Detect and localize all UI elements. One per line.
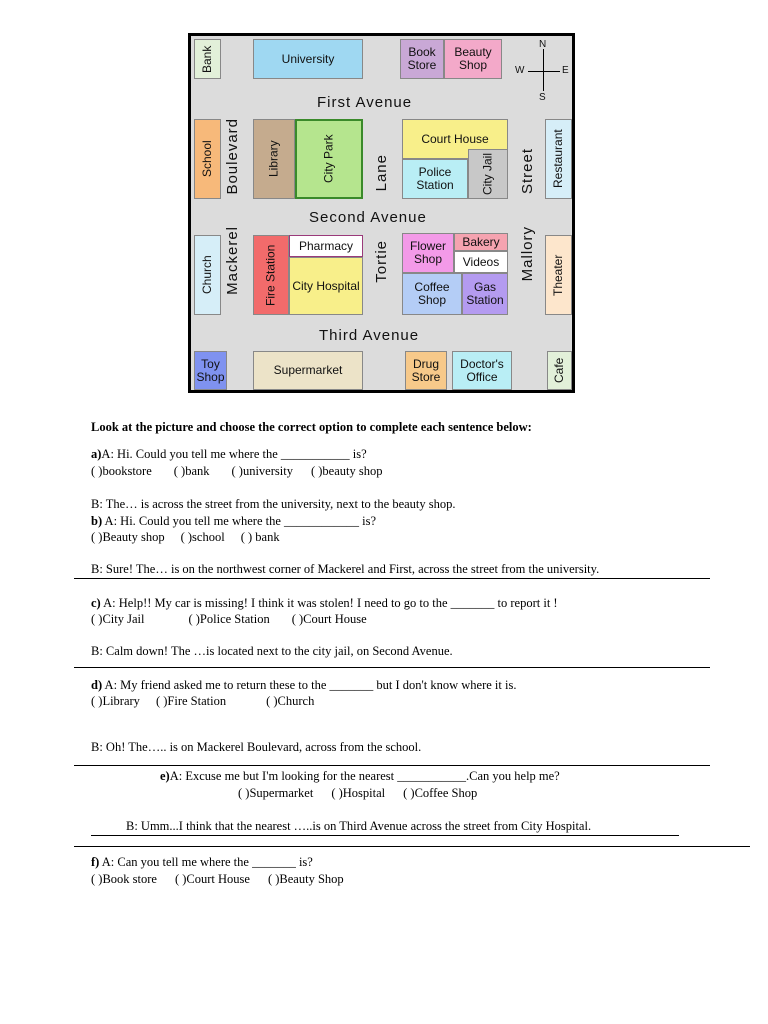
question-f-options bbox=[91, 872, 344, 887]
question-d-prompt: d) A: My friend asked me to return these to the _______ but I don't know where it is. bbox=[91, 678, 517, 692]
building-pharmacy: Pharmacy bbox=[289, 235, 363, 257]
building-church: Church bbox=[194, 235, 221, 315]
street-mackerel: Mackerel bbox=[224, 226, 241, 295]
compass-e: E bbox=[562, 65, 569, 76]
question-c-answer: B: Calm down! The …is located next to the city jail, on Second Avenue. bbox=[91, 644, 453, 658]
option[interactable]: ( )City Jail bbox=[91, 612, 145, 626]
building-drug-store: Drug Store bbox=[405, 351, 447, 390]
divider bbox=[91, 835, 679, 836]
question-d-answer: B: Oh! The….. is on Mackerel Boulevard, across from the school. bbox=[91, 740, 422, 754]
building-school: School bbox=[194, 119, 221, 199]
question-e-answer: B: Umm...I think that the nearest …..is on Third Avenue across the street from City Hospital. bbox=[126, 819, 592, 833]
compass-s: S bbox=[539, 92, 546, 103]
divider bbox=[74, 578, 710, 579]
question-b-options bbox=[91, 530, 280, 545]
option[interactable]: ( )Beauty Shop bbox=[267, 872, 344, 886]
option[interactable]: ( )Fire Station bbox=[155, 694, 227, 708]
option[interactable]: ( )Book store bbox=[91, 872, 157, 886]
building-toy-shop: Toy Shop bbox=[194, 351, 227, 390]
option[interactable]: ( ) bank bbox=[240, 530, 280, 544]
question-e-prompt: e)A: Excuse me but I'm looking for the nearest ___________.Can you help me? bbox=[160, 769, 560, 783]
option[interactable]: ( )Police Station bbox=[188, 612, 270, 626]
question-d-options bbox=[91, 694, 314, 709]
option[interactable]: ( )Court House bbox=[174, 872, 250, 886]
building-library: Library bbox=[253, 119, 295, 199]
instructions: Look at the picture and choose the correct option to complete each sentence below: bbox=[91, 420, 532, 434]
question-b-answer: B: Sure! The… is on the northwest corner of Mackerel and First, across the street from the university. bbox=[91, 562, 600, 576]
building-coffee-shop: Coffee Shop bbox=[402, 273, 462, 315]
building-police-station: Police Station bbox=[402, 159, 468, 199]
compass-n: N bbox=[539, 39, 547, 50]
question-c-prompt: c) A: Help!! My car is missing! I think it was stolen! I need to go to the _______ to report it ! bbox=[91, 596, 558, 610]
option[interactable]: ( )bank bbox=[173, 464, 210, 478]
option[interactable]: ( )Church bbox=[266, 694, 315, 708]
option[interactable]: ( )beauty shop bbox=[310, 464, 383, 478]
building-beauty-shop: Beauty Shop bbox=[444, 39, 502, 79]
option[interactable]: ( )Beauty shop bbox=[91, 530, 165, 544]
option[interactable]: ( )Hospital bbox=[331, 786, 386, 800]
building-bakery: Bakery bbox=[454, 233, 508, 251]
question-a-answer: B: The… is across the street from the university, next to the beauty shop. bbox=[91, 497, 456, 511]
question-f-prompt: f) A: Can you tell me where the _______ is? bbox=[91, 855, 313, 869]
street-boulevard: Boulevard bbox=[224, 118, 241, 195]
question-a-options bbox=[91, 464, 382, 479]
question-b-prompt: b) A: Hi. Could you tell me where the ____________ is? bbox=[91, 514, 377, 528]
building-fire-station: Fire Station bbox=[253, 235, 289, 315]
divider bbox=[74, 667, 710, 668]
street-tortie: Tortie bbox=[373, 240, 390, 283]
building-city-jail: City Jail bbox=[468, 149, 508, 199]
question-c-options bbox=[91, 612, 367, 627]
building-court-house: Court House bbox=[402, 119, 508, 159]
street-first-avenue: First Avenue bbox=[317, 94, 413, 111]
option[interactable]: ( )school bbox=[180, 530, 225, 544]
building-university: University bbox=[253, 39, 363, 79]
divider bbox=[74, 765, 710, 766]
option[interactable]: ( )university bbox=[231, 464, 293, 478]
city-map bbox=[188, 33, 575, 393]
compass-w: W bbox=[515, 65, 525, 76]
building-theater: Theater bbox=[545, 235, 572, 315]
building-doctors-office: Doctor's Office bbox=[452, 351, 512, 390]
building-city-hospital: City Hospital bbox=[289, 257, 363, 315]
building-supermarket: Supermarket bbox=[253, 351, 363, 390]
street-street: Street bbox=[519, 148, 536, 195]
building-bank: Bank bbox=[194, 39, 221, 79]
building-videos: Videos bbox=[454, 251, 508, 273]
question-e-options bbox=[238, 786, 477, 801]
street-mallory: Mallory bbox=[519, 226, 536, 282]
building-city-park: City Park bbox=[295, 119, 363, 199]
street-second-avenue: Second Avenue bbox=[309, 209, 427, 226]
question-a-prompt: a)A: Hi. Could you tell me where the ___________ is? bbox=[91, 447, 367, 461]
option[interactable]: ( )bookstore bbox=[91, 464, 152, 478]
street-lane: Lane bbox=[373, 154, 390, 192]
option[interactable]: ( )Library bbox=[91, 694, 140, 708]
building-gas-station: Gas Station bbox=[462, 273, 508, 315]
option[interactable]: ( )Supermarket bbox=[238, 786, 314, 800]
building-restaurant: Restaurant bbox=[545, 119, 572, 199]
option[interactable]: ( )Court House bbox=[291, 612, 367, 626]
divider bbox=[74, 846, 750, 847]
building-cafe: Cafe bbox=[547, 351, 572, 390]
street-third-avenue: Third Avenue bbox=[319, 327, 420, 344]
building-book-store: Book Store bbox=[400, 39, 444, 79]
building-flower-shop: Flower Shop bbox=[402, 233, 454, 273]
option[interactable]: ( )Coffee Shop bbox=[403, 786, 478, 800]
